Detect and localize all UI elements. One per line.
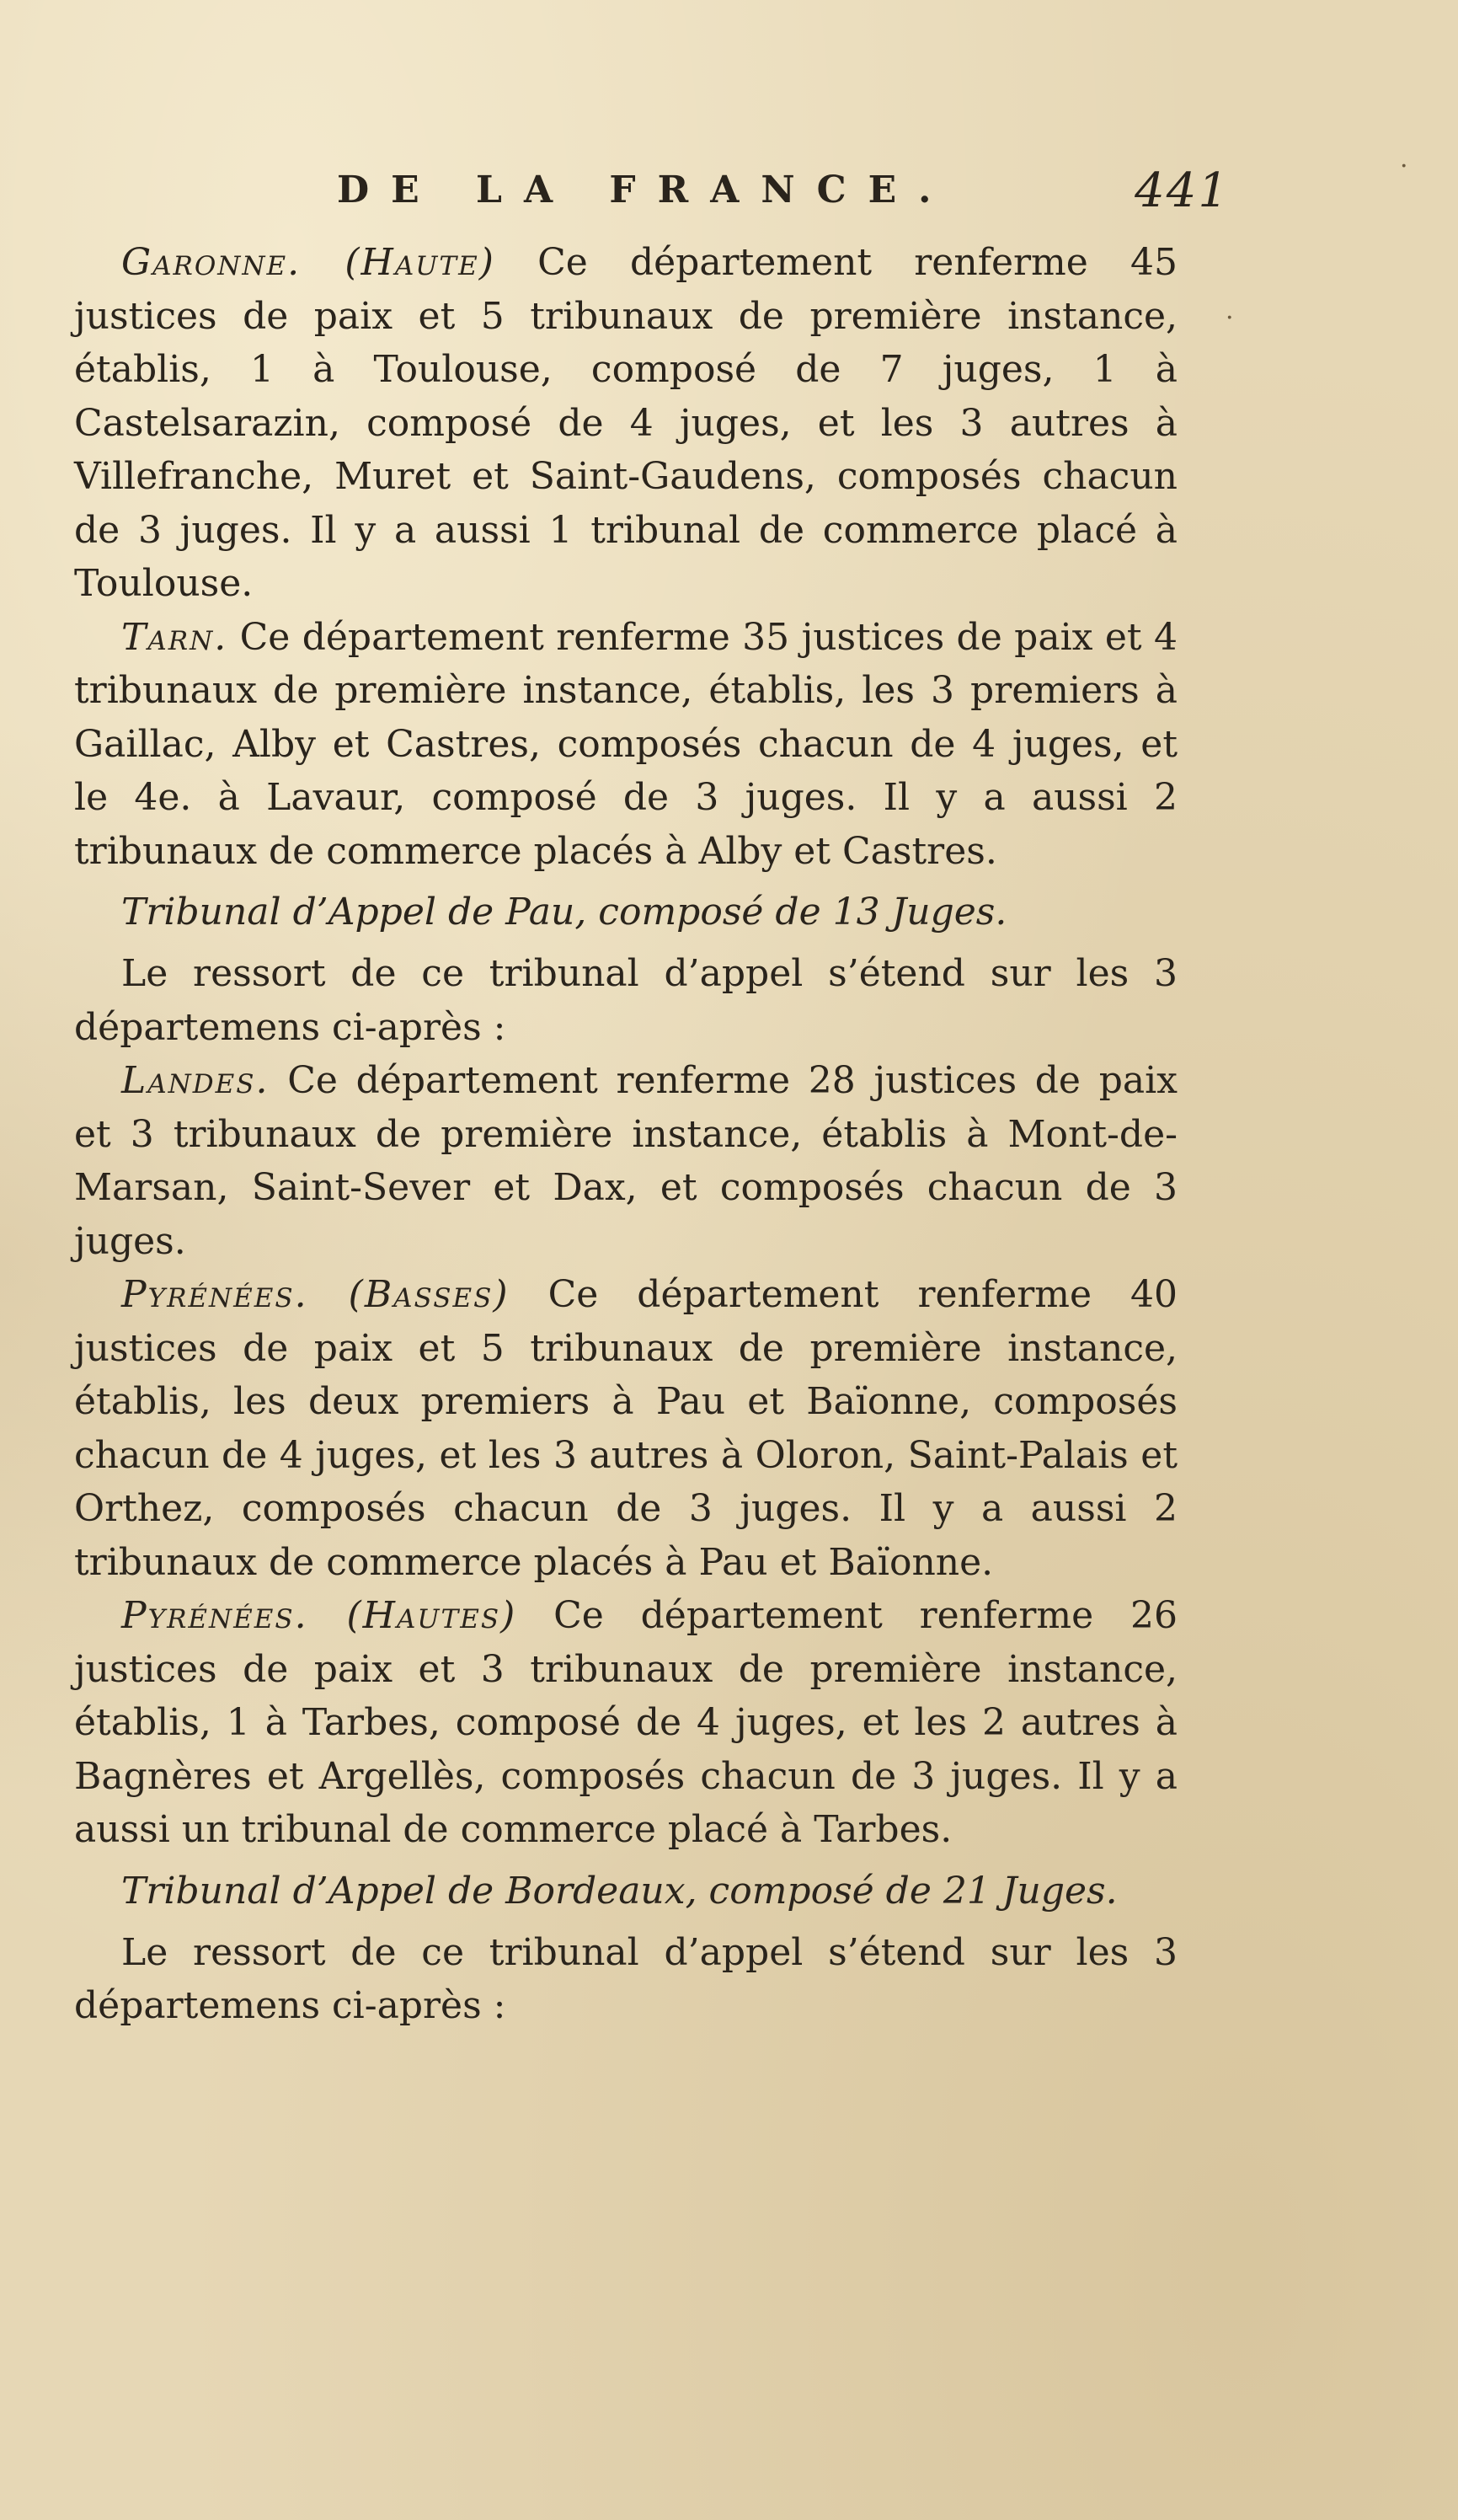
- ink-speck: ·: [1226, 303, 1234, 333]
- court-heading-bordeaux: Tribunal d’Appel de Bordeaux, composé de 21 Juges.: [121, 1869, 1118, 1913]
- paragraph-text: Ce département renferme 35 justices de paix et 4 tribunaux de première instance, établis, les 3 premiers à Gaillac, Alby et Castres, composés chacun de 4 juges, et le 4e. à Lavaur, composé de 3 juges. Il y a aussi 2 tribunaux de commerce placés à Alby et Castres.: [74, 615, 1178, 873]
- court-heading-pau: Tribunal d’Appel de Pau, composé de 13 Juges.: [121, 891, 1007, 934]
- paragraph-basses-pyrenees: [74, 1268, 1178, 1589]
- running-head: DE LA FRANCE.: [337, 169, 953, 211]
- paragraph-landes: [74, 1054, 1178, 1268]
- department-name: Pyrénées. (Basses): [121, 1273, 510, 1316]
- ink-speck: ·: [1400, 152, 1408, 181]
- paragraph-ressort-bordeaux: [74, 1926, 1178, 2033]
- department-name: Landes.: [121, 1059, 270, 1102]
- department-name: Garonne. (Haute): [121, 241, 495, 284]
- paragraph-text: Ce département renferme 40 justices de paix et 5 tribunaux de première instance, établis, les deux premiers à Pau et Baïonne, composés chacun de 4 juges, et les 3 autres à Oloron, Saint-Palais et Orthez, composés chacun de 3 juges. Il y a aussi 2 tribunaux de commerce placés à Pau et Baïonne.: [74, 1273, 1178, 1584]
- paragraph-text: Le ressort de ce tribunal d’appel s’étend sur les 3 départemens ci-après :: [74, 1930, 1178, 2027]
- paragraph-hautes-pyrenees: [74, 1589, 1178, 1857]
- department-name: Pyrénées. (Hautes): [121, 1594, 517, 1637]
- paragraph-text: Ce département renferme 28 justices de paix et 3 tribunaux de première instance, établis à Mont-de-Marsan, Saint-Sever et Dax, et composés chacun de 3 juges.: [74, 1059, 1178, 1263]
- page-header: [337, 163, 1230, 227]
- department-name: Tarn.: [121, 615, 228, 659]
- paragraph-haute-garonne: [74, 236, 1178, 611]
- page-number: 441: [1135, 163, 1230, 218]
- body-text: [74, 236, 1178, 2033]
- paragraph-tarn: [74, 611, 1178, 879]
- paragraph-ressort-pau: [74, 947, 1178, 1054]
- paragraph-text: Ce département renferme 45 justices de paix et 5 tribunaux de première instance, établis, 1 à Toulouse, composé de 7 juges, 1 à Castelsarazin, composé de 4 juges, et les 3 autres à Villefranche, Muret et Saint-Gaudens, composés chacun de 3 juges. Il y a aussi 1 tribunal de commerce placé à Toulouse.: [74, 241, 1178, 605]
- paragraph-text: Le ressort de ce tribunal d’appel s’étend sur les 3 départemens ci-après :: [74, 952, 1178, 1049]
- paragraph-text: Ce département renferme 26 justices de paix et 3 tribunaux de première instance, établis, 1 à Tarbes, composé de 4 juges, et les 2 autres à Bagnères et Argellès, composés chacun de 3 juges. Il y a aussi un tribunal de commerce placé à Tarbes.: [74, 1594, 1178, 1851]
